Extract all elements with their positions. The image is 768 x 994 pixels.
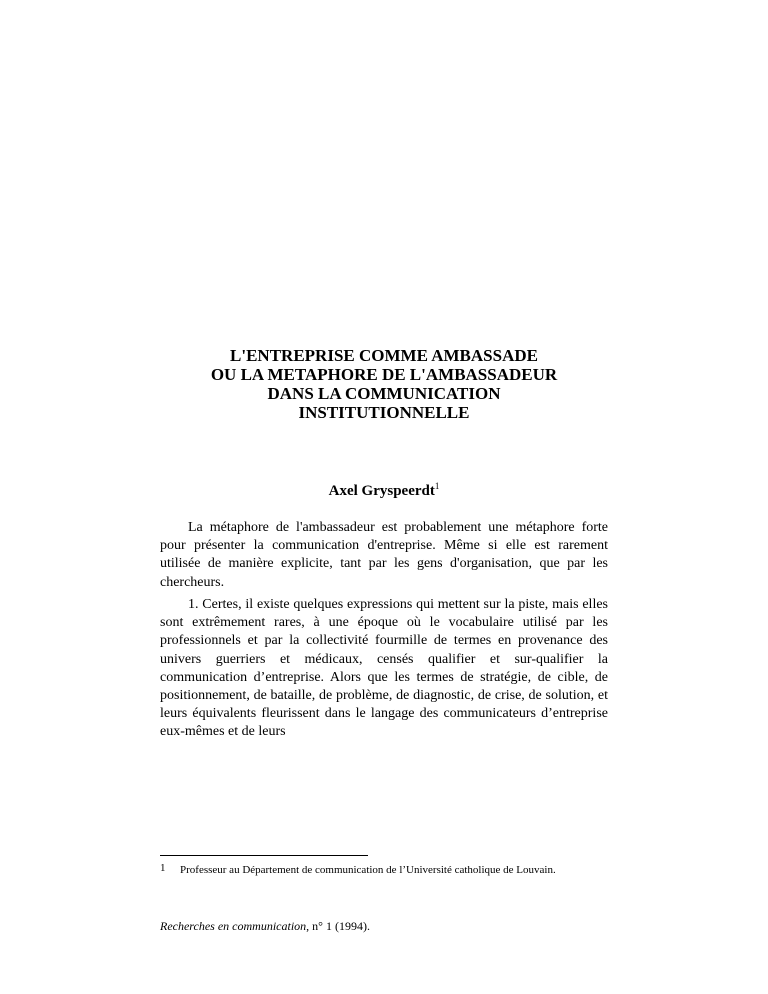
paragraph-1-text: La métaphore de l'ambassadeur est probablement une métaphore forte pour présenter la communication d'entreprise. Même si elle est rarement utilisée de manière explicite, tant par les gens d'organisation, que par les chercheurs.: [160, 520, 608, 590]
body-paragraph-2: [160, 596, 608, 742]
title-line-2: OU LA METAPHORE DE L'AMBASSADEUR: [210, 365, 558, 384]
article-title: [150, 346, 618, 422]
journal-citation: [160, 919, 608, 934]
author-byline: [150, 482, 618, 500]
title-line-4: INSTITUTIONNELLE: [298, 403, 470, 422]
journal-name: Recherches en communication: [160, 919, 307, 933]
author-footnote-marker: 1: [434, 481, 440, 491]
body-paragraph-1: [160, 519, 608, 592]
title-line-3: DANS LA COMMUNICATION: [267, 384, 501, 403]
footnote-separator: [160, 855, 368, 856]
footnote: [160, 863, 608, 878]
footnote-text: Professeur au Département de communication de l’Université catholique de Louvain.: [180, 864, 556, 876]
citation-details: , n° 1 (1994).: [306, 919, 370, 933]
footnote-marker: 1: [160, 862, 166, 874]
title-line-1: L'ENTREPRISE COMME AMBASSADE: [230, 346, 538, 365]
paragraph-2-text: 1. Certes, il existe quelques expressions qui mettent sur la piste, mais elles sont extrêmement rares, à une époque où le vocabulaire utilisé par les professionnels et par la collectivité fourmille de termes en provenance des univers guerriers et médicaux, censés qualifier et sur-qualifier la communication d’entreprise. Alors que les termes de stratégie, de cible, de positionnement, de bataille, de problème, de diagnostic, de crise, de solution, et leurs équivalents fleurissent dans le langage des communicateurs d’entreprise eux-mêmes et de leurs: [160, 597, 608, 740]
author-name: Axel Gryspeerdt: [328, 483, 435, 499]
